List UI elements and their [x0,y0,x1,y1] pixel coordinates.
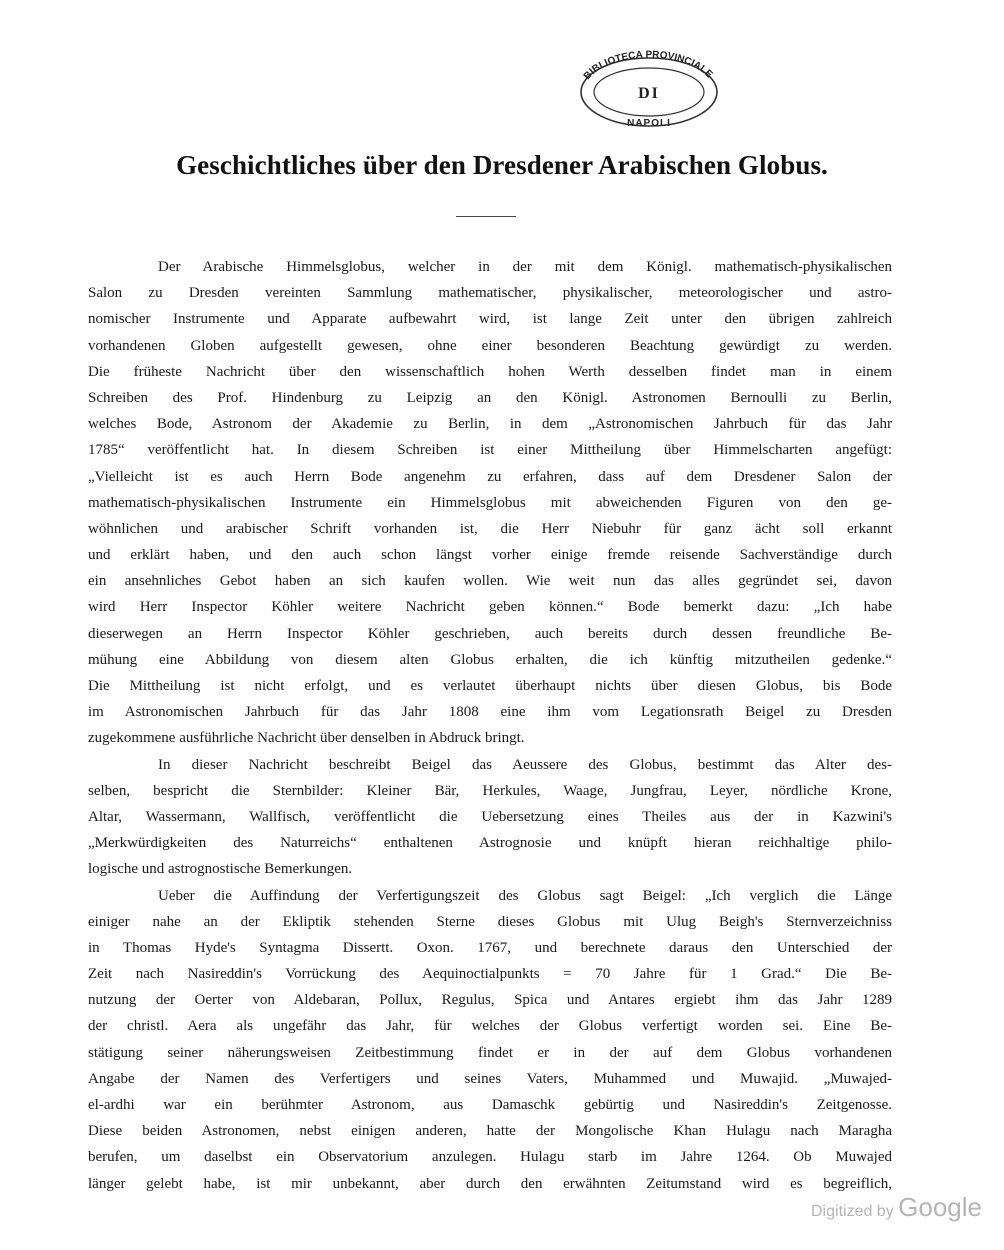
text-line: und erklärt haben, und den auch schon längst vorher einige fremde reisende Sachverständige durch [88,547,892,564]
text-line: wöhnlichen und arabischer Schrift vorhanden ist, die Herr Niebuhr für ganz ächt soll erkannt [88,520,892,537]
text-line: Ueber die Auffindung der Verfertigungszeit des Globus sagt Beigel: „Ich verglich die Länge [158,887,892,904]
text-line: Zeit nach Nasireddin's Vorrückung des Aequinoctialpunkts = 70 Jahre für 1 Grad.“ Die Be- [88,966,892,983]
text-line: In dieser Nachricht beschreibt Beigel das Aeussere des Globus, bestimmt das Alter des- [158,756,892,773]
stamp-center-text: DI [638,85,660,102]
text-line: Schreiben des Prof. Hindenburg zu Leipzig an den Königl. Astronomen Bernoulli zu Berlin, [88,389,892,406]
text-line: Salon zu Dresden vereinten Sammlung mathematischer, physikalischer, meteorologischer und astro- [88,285,892,302]
title-divider [456,216,516,217]
text-line: berufen, um daselbst ein Observatorium anzulegen. Hulagu starb im Jahre 1264. Ob Muwajed [88,1149,892,1166]
text-line: vorhandenen Globen aufgestellt gewesen, ohne einer besonderen Beachtung gewürdigt zu werden. [88,337,892,354]
text-line: Diese beiden Astronomen, nebst einigen anderen, hatte der Mongolische Khan Hulagu nach Maragha [88,1123,892,1140]
text-line: Die Mittheilung ist nicht erfolgt, und es verlautet überhaupt nichts über diesen Globus, bis Bode [88,678,892,694]
text-line: im Astronomischen Jahrbuch für das Jahr 1808 eine ihm vom Legationsrath Beigel zu Dresden [88,704,892,721]
svg-text:BIBLIOTECA PROVINCIALE [582,49,715,82]
text-line: mathematisch-physikalischen Instrumente ein Himmelsglobus mit abweichenden Figuren von den ge- [88,494,892,511]
text-line: „Merkwürdigkeiten des Naturreichs“ enthaltenen Astrognosie und knüpft hieran reichhaltige philo- [88,835,892,852]
text-line: zugekommene ausführliche Nachricht über denselben in Abdruck bringt. [88,730,525,747]
article-body [88,254,892,1197]
text-line: länger gelebt habe, ist mir unbekannt, aber durch den erwähnten Zeitumstand wird es begreiflich, [88,1175,892,1192]
watermark-prefix: Digitized by [811,1203,894,1220]
page-title: Geschichtliches über den Dresdener Arabischen Globus. [176,150,828,180]
text-line: Angabe der Namen des Verfertigers und seines Vaters, Muhammed und Muwajid. „Muwajed- [88,1070,892,1087]
stamp-bottom-text: NAPOLI [627,118,671,129]
text-line: welches Bode, Astronom der Akademie zu Berlin, in dem „Astronomischen Jahrbuch für das Jahr [88,416,892,433]
text-line: stätigung seiner näherungsweisen Zeitbestimmung findet er in der auf dem Globus vorhandenen [88,1044,892,1061]
text-line: nomischer Instrumente und Apparate aufbewahrt wird, ist lange Zeit unter den übrigen zahlreich [88,311,892,328]
text-line: in Thomas Hyde's Syntagma Dissertt. Oxon. 1767, und berechnete daraus den Unterschied der [88,939,892,956]
text-line: logische und astrognostische Bemerkungen. [88,861,353,878]
text-line: der christl. Aera als ungefähr das Jahr, für welches der Globus verfertigt worden sei. Eine Be- [88,1018,892,1035]
text-line: wird Herr Inspector Köhler weitere Nachricht geben können.“ Bode bemerkt dazu: „Ich habe [88,599,892,616]
text-line: Altar, Wassermann, Wallfisch, veröffentlicht die Uebersetzung eines Theiles aus der in Kazwini's [88,808,892,825]
stamp-ring-text: BIBLIOTECA PROVINCIALE [581,49,715,82]
text-line: „Vielleicht ist es auch Herrn Bode angenehm zu erfahren, dass auf dem Dresdener Salon der [88,468,892,485]
text-line: mühung eine Abbildung von diesem alten Globus erhalten, die ich künftig mitzutheilen gedenke.“ [88,651,892,668]
google-logo: Google [898,1192,982,1222]
text-line: ein ansehnliches Gebot haben an sich kaufen wollen. Wie weit nun das alles gegründet sei, davon [88,573,892,590]
text-line: Die früheste Nachricht über den wissenschaftlich hohen Werth desselben findet man in einem [88,363,892,380]
library-stamp [566,46,732,134]
text-line: selben, bespricht die Sternbilder: Kleiner Bär, Herkules, Waage, Jungfrau, Leyer, nördliche Krone, [88,782,892,799]
text-line: nutzung der Oerter von Aldebaran, Pollux, Regulus, Spica und Antares ergiebt ihm das Jahr 1289 [88,992,892,1009]
digitized-watermark [811,1192,982,1223]
text-line: el-ardhi war ein berühmter Astronom, aus Damaschk gebürtig und Nasireddin's Zeitgenosse. [88,1097,892,1113]
text-line: Der Arabische Himmelsglobus, welcher in der mit dem Königl. mathematisch-physikalischen [158,259,892,275]
text-line: dieserwegen an Herrn Inspector Köhler geschrieben, auch bereits durch dessen freundliche Be- [88,625,892,642]
text-line: einiger nahe an der Ekliptik stehenden Sterne dieses Globus mit Ulug Beigh's Sternverzeichniss [88,913,892,930]
text-line: 1785“ veröffentlicht hat. In diesem Schreiben ist einer Mittheilung über Himmelscharten angefügt: [88,442,892,459]
